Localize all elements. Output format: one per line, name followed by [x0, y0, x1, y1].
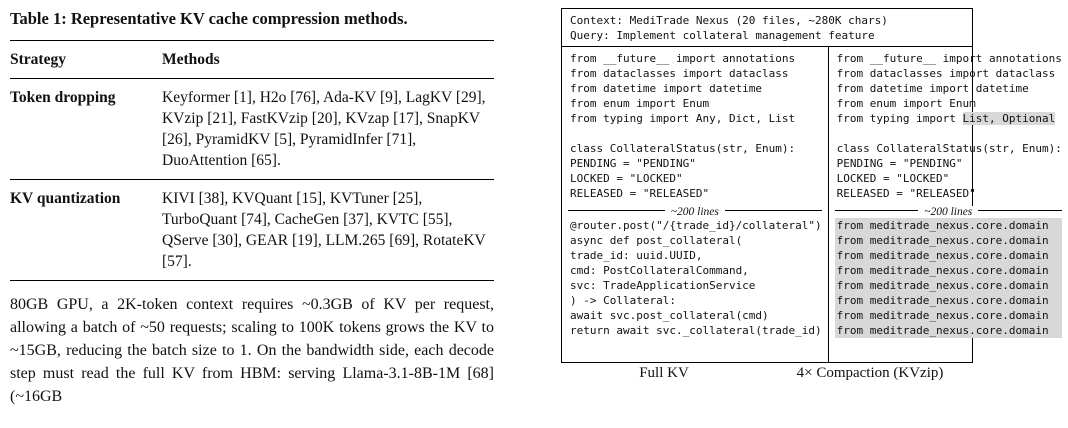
compacted-kv-pane: [829, 47, 1068, 362]
header-strategy: Strategy: [10, 51, 66, 68]
code-line: RELEASED = "RELEASED": [570, 187, 710, 200]
code-line: from dataclasses import dataclass: [570, 67, 789, 80]
figure-box: [561, 8, 1062, 363]
code-line: from enum import Enum: [570, 97, 710, 110]
code-line: await svc.post_collateral(cmd): [570, 309, 769, 322]
header-methods: Methods: [162, 51, 220, 68]
code-line: from meditrade_nexus.core.domain: [835, 248, 1062, 263]
code-line: from meditrade_nexus.core.domain: [835, 293, 1062, 308]
code-line: svc: TradeApplicationService: [570, 279, 756, 292]
code-line-partial-highlight: from typing import List, Optional: [836, 112, 1056, 125]
lines-separator: [568, 202, 822, 217]
paper-column: [10, 8, 494, 408]
code-line: LOCKED = "LOCKED": [836, 172, 950, 185]
code-line: from meditrade_nexus.core.domain: [835, 218, 1062, 233]
code-line: [835, 126, 1062, 141]
code-line: from enum import Enum: [836, 97, 976, 110]
table-row: [10, 79, 494, 180]
code-line: from __future__ import annotations: [836, 52, 1062, 65]
full-kv-pane: [562, 47, 829, 362]
code-line: from datetime import datetime: [570, 82, 763, 95]
code-line: from datetime import datetime: [836, 82, 1029, 95]
code-line: from meditrade_nexus.core.domain: [835, 278, 1062, 293]
lines-separator: [835, 202, 1062, 217]
table-row: [10, 180, 494, 281]
figure-labels: [561, 365, 973, 382]
code-line: PENDING = "PENDING": [836, 157, 963, 170]
kept-token-highlight: List, Optional: [962, 112, 1056, 125]
methods-table: [10, 40, 494, 281]
code-line: [568, 126, 822, 141]
code-line: async def post_collateral(: [570, 234, 743, 247]
body-paragraph: 80GB GPU, a 2K-token context requires ~0.3GB of KV per request, allowing a batch of ~50 requests; scaling to 100K tokens grows the KV to ~15GB, reducing the batch size to 1. On the bandwidth side, each decode step must read the full KV from HBM: serving Llama-3.1-8B-1M [68] (~16GB: [10, 296, 494, 405]
code-line: RELEASED = "RELEASED": [836, 187, 976, 200]
query-line: Query: Implement collateral management feature: [570, 29, 875, 42]
code-line: from meditrade_nexus.core.domain: [835, 233, 1062, 248]
code-line: PENDING = "PENDING": [570, 157, 696, 170]
separator-label: ~200 lines: [665, 206, 725, 218]
label-full-kv: Full KV: [639, 365, 689, 381]
code-line: from __future__ import annotations: [570, 52, 796, 65]
kv-compaction-figure: [561, 8, 1062, 382]
code-line: @router.post("/{trade_id}/collateral"): [570, 219, 822, 232]
strategy-cell: Token dropping: [10, 89, 116, 106]
code-line: class CollateralStatus(str, Enum):: [836, 142, 1062, 155]
methods-cell: Keyformer [1], H2o [76], Ada-KV [9], LagKV [29], KVzip [21], FastKVzip [20], KVzap [17], SnapKV [26], PyramidKV [5], PyramidInfer [71], DuoAttention [65].: [162, 89, 486, 169]
code-line: from dataclasses import dataclass: [836, 67, 1056, 80]
separator-label: ~200 lines: [918, 206, 978, 218]
table-header-row: [10, 41, 494, 79]
table-caption: Table 1: Representative KV cache compression methods.: [10, 9, 408, 28]
code-line: from typing import Any, Dict, List: [570, 112, 796, 125]
code-line: trade_id: uuid.UUID,: [570, 249, 703, 262]
code-line: class CollateralStatus(str, Enum):: [570, 142, 796, 155]
code-line: return await svc._collateral(trade_id): [570, 324, 822, 337]
code-line: ) -> Collateral:: [570, 294, 676, 307]
code-line: cmd: PostCollateralCommand,: [570, 264, 749, 277]
code-line: from meditrade_nexus.core.domain: [835, 323, 1062, 338]
context-line: Context: MediTrade Nexus (20 files, ~280K chars): [570, 14, 888, 27]
strategy-cell: KV quantization: [10, 190, 121, 207]
methods-cell: KIVI [38], KVQuant [15], KVTuner [25], TurboQuant [74], CacheGen [37], KVTC [55], QServe [30], GEAR [19], LLM.265 [69], RotateKV [57].: [162, 190, 486, 270]
code-line: from meditrade_nexus.core.domain: [835, 263, 1062, 278]
figure-header: [562, 9, 972, 47]
label-compaction: 4× Compaction (KVzip): [796, 365, 944, 381]
code-line: LOCKED = "LOCKED": [570, 172, 683, 185]
code-line: from meditrade_nexus.core.domain: [835, 308, 1062, 323]
